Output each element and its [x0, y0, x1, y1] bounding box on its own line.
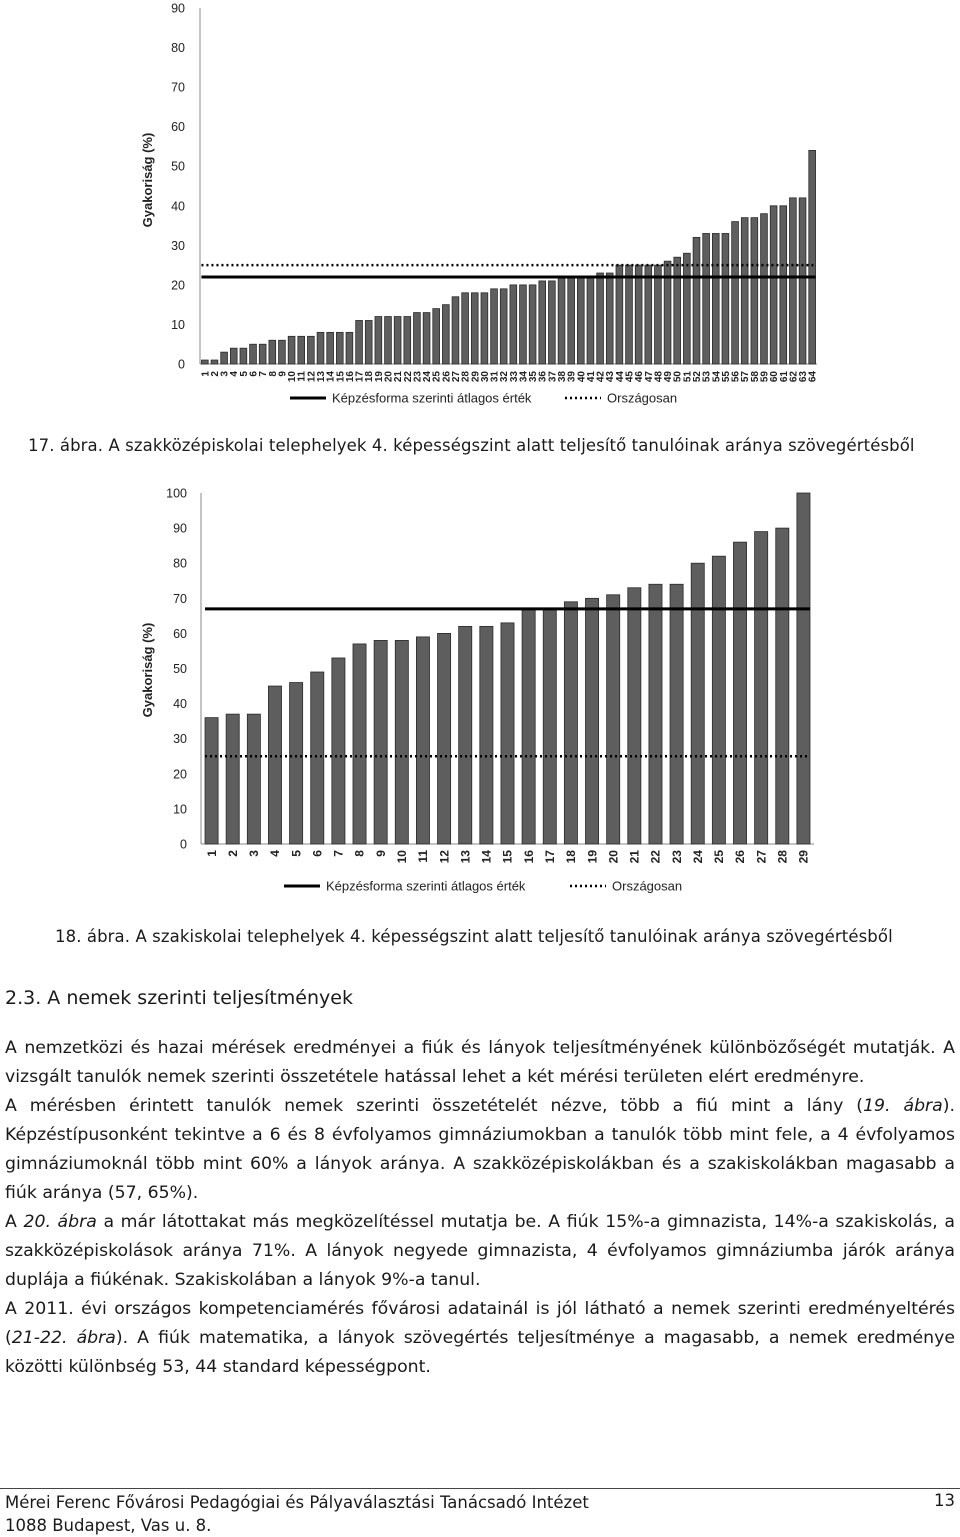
y-tick-label: 0 — [180, 837, 187, 852]
x-tick-label: 42 — [595, 371, 607, 383]
bar — [683, 253, 690, 364]
x-tick-label: 23 — [669, 850, 684, 864]
x-tick-label: 11 — [416, 850, 431, 863]
bar — [268, 686, 281, 844]
x-tick-label: 13 — [316, 371, 328, 383]
x-tick-label: 35 — [528, 371, 540, 383]
x-tick-label: 51 — [682, 371, 694, 383]
x-tick-label: 1 — [200, 371, 212, 377]
x-tick-label: 26 — [733, 850, 748, 864]
y-axis-label: Gyakoriság (%) — [140, 132, 155, 228]
bar — [404, 317, 411, 364]
x-tick-label: 55 — [720, 371, 732, 383]
bar — [564, 602, 577, 844]
x-tick-label: 39 — [566, 371, 578, 383]
bar — [356, 320, 363, 364]
bar — [649, 584, 662, 844]
chart-17 — [0, 0, 960, 420]
x-tick-label: 6 — [248, 371, 260, 377]
body-text — [5, 1034, 955, 1382]
bar — [394, 317, 401, 364]
figure-reference: 20. ábra — [23, 1212, 97, 1232]
x-tick-label: 10 — [395, 850, 410, 864]
x-tick-label: 17 — [354, 371, 366, 383]
bar — [741, 218, 748, 364]
bar — [269, 340, 276, 364]
x-tick-label: 24 — [422, 371, 434, 383]
x-tick-label: 7 — [331, 850, 346, 857]
bar — [240, 348, 247, 364]
bar — [755, 532, 768, 844]
bar — [327, 332, 334, 364]
bar — [520, 285, 527, 364]
figure-reference: 19. ábra — [863, 1096, 943, 1116]
paragraph-text: A — [5, 1212, 24, 1232]
y-tick-label: 90 — [171, 1, 185, 16]
x-tick-label: 38 — [557, 371, 569, 383]
bar — [626, 265, 633, 364]
bar — [201, 360, 208, 364]
x-tick-label: 36 — [537, 371, 549, 383]
bar — [317, 332, 324, 364]
x-tick-label: 54 — [711, 371, 723, 383]
x-tick-label: 52 — [691, 371, 703, 383]
x-tick-label: 47 — [643, 371, 655, 383]
bar — [628, 588, 641, 844]
x-tick-label: 28 — [775, 850, 790, 864]
bar — [500, 289, 507, 364]
x-tick-label: 58 — [749, 371, 761, 383]
paragraph — [5, 1092, 955, 1208]
x-tick-label: 34 — [518, 371, 530, 383]
bar — [549, 281, 556, 364]
bar — [438, 633, 451, 844]
x-tick-label: 57 — [740, 371, 752, 383]
paragraph-text: ). A fiúk matematika, a lányok szövegértés teljesítménye a magasabb, a nemek eredménye közötti különbség 53, 44 standard képességpont. — [5, 1328, 955, 1377]
bar — [733, 542, 746, 844]
page-number: 13 — [934, 1491, 955, 1510]
x-tick-label: 33 — [508, 371, 520, 383]
y-tick-label: 0 — [178, 357, 185, 372]
x-tick-label: 50 — [672, 371, 684, 383]
x-tick-label: 19 — [585, 850, 600, 864]
y-tick-label: 10 — [173, 802, 187, 817]
y-tick-label: 60 — [173, 626, 187, 641]
x-tick-label: 29 — [470, 371, 482, 383]
x-tick-label: 4 — [268, 850, 283, 857]
bar — [346, 332, 353, 364]
bar — [491, 289, 498, 364]
y-tick-label: 30 — [171, 238, 185, 253]
bar — [529, 285, 536, 364]
y-tick-label: 20 — [173, 767, 187, 782]
y-axis-label: Gyakoriság (%) — [140, 622, 155, 718]
bar — [799, 198, 806, 364]
bar — [433, 309, 440, 364]
x-tick-label: 2 — [225, 850, 240, 857]
bar — [416, 637, 429, 844]
x-tick-label: 26 — [441, 371, 453, 383]
y-tick-label: 40 — [173, 697, 187, 712]
bar — [645, 265, 652, 364]
x-tick-label: 63 — [798, 371, 810, 383]
x-tick-label: 46 — [634, 371, 646, 383]
bar — [221, 352, 228, 364]
bar — [655, 265, 662, 364]
x-tick-label: 59 — [759, 371, 771, 383]
y-tick-label: 50 — [173, 662, 187, 676]
x-tick-label: 21 — [393, 371, 405, 383]
paragraph-text: A mérésben érintett tanulók nemek szerinti összetételét nézve, több a fiú mint a lány ( — [5, 1096, 864, 1116]
x-tick-label: 49 — [663, 371, 675, 383]
bar — [568, 277, 575, 364]
x-tick-label: 13 — [458, 850, 473, 864]
x-tick-label: 62 — [788, 371, 800, 383]
bar — [480, 626, 493, 844]
x-tick-label: 61 — [778, 371, 790, 383]
x-tick-label: 8 — [267, 371, 279, 377]
x-tick-label: 14 — [325, 371, 337, 383]
y-tick-label: 50 — [171, 159, 185, 174]
legend-label-average: Képzésforma szerinti átlagos érték — [326, 878, 526, 894]
bar — [395, 640, 408, 844]
y-tick-label: 60 — [171, 120, 185, 135]
x-tick-label: 56 — [730, 371, 742, 383]
x-tick-label: 16 — [344, 371, 356, 383]
bar — [693, 237, 700, 364]
bar — [691, 563, 704, 844]
x-tick-label: 2 — [209, 371, 221, 377]
bar — [712, 556, 725, 844]
x-tick-label: 19 — [373, 371, 385, 383]
bar — [577, 277, 584, 364]
x-tick-label: 5 — [238, 371, 250, 377]
x-tick-label: 17 — [542, 850, 557, 864]
x-tick-label: 64 — [807, 371, 819, 383]
x-tick-label: 16 — [521, 850, 536, 864]
bar — [452, 297, 459, 364]
x-tick-label: 10 — [287, 371, 299, 383]
bar — [539, 281, 546, 364]
bar — [670, 584, 683, 844]
footer-divider — [0, 1488, 960, 1489]
x-tick-label: 29 — [796, 850, 811, 864]
bar — [751, 218, 758, 364]
y-tick-label: 30 — [173, 732, 187, 747]
x-tick-label: 9 — [277, 371, 289, 377]
bar — [462, 293, 469, 364]
x-tick-label: 32 — [499, 371, 511, 383]
x-tick-label: 20 — [606, 850, 621, 864]
bar — [543, 609, 556, 844]
x-tick-label: 1 — [204, 850, 219, 857]
bar — [336, 332, 343, 364]
x-tick-label: 3 — [247, 850, 262, 857]
paragraph-text: ). Képzéstípusonként tekintve a 6 és 8 évfolyamos gimnáziumokban a tanulók több mint fele, a 4 évfolyamos gimnáziumoknál több mint 60% a lányok aránya. A szakközépiskolákban és a szakiskolákban magasabb a fiúk aránya (57, 65%). — [5, 1096, 955, 1203]
bar — [790, 198, 797, 364]
x-tick-label: 18 — [564, 850, 579, 864]
bar — [776, 528, 789, 844]
x-tick-label: 28 — [460, 371, 472, 383]
y-tick-label: 80 — [171, 41, 185, 56]
bar — [780, 206, 787, 364]
footer-address: 1088 Budapest, Vas u. 8. — [5, 1516, 212, 1535]
bar — [732, 222, 739, 364]
bar — [365, 320, 372, 364]
figure-reference: 21-22. ábra — [11, 1328, 116, 1348]
bar — [459, 626, 472, 844]
bar — [226, 714, 239, 844]
x-tick-label: 14 — [479, 850, 494, 864]
bar — [797, 493, 810, 844]
bar — [471, 293, 478, 364]
y-tick-label: 70 — [173, 591, 187, 606]
bar — [481, 293, 488, 364]
x-tick-label: 21 — [627, 850, 642, 864]
bar — [761, 214, 768, 364]
section-title: 2.3. A nemek szerinti teljesítmények — [5, 987, 353, 1009]
bar — [597, 273, 604, 364]
footer-institution: Mérei Ferenc Fővárosi Pedagógiai és Pályaválasztási Tanácsadó Intézet — [5, 1493, 589, 1512]
footer — [5, 1491, 589, 1537]
x-tick-label: 7 — [258, 371, 270, 377]
x-tick-label: 4 — [229, 371, 241, 377]
x-tick-label: 22 — [648, 850, 663, 864]
x-tick-label: 45 — [624, 371, 636, 383]
paragraph — [5, 1295, 955, 1382]
bar — [809, 150, 816, 364]
bar — [288, 336, 295, 364]
bar — [311, 672, 324, 844]
bar — [230, 348, 237, 364]
chart-18 — [0, 478, 960, 898]
x-tick-label: 9 — [373, 850, 388, 857]
bar — [211, 360, 218, 364]
x-tick-label: 25 — [431, 371, 443, 383]
bar — [259, 344, 266, 364]
paragraph-text: a már látottakat más megközelítéssel mutatja be. A fiúk 15%-a gimnazista, 14%-a szakiskolás, a szakközépiskolások aránya 71%. A lányok negyede gimnazista, 4 évfolyamos gimnáziumba járók aránya duplája a fiúkénak. Szakiskolában a lányok 9%-a tanul. — [5, 1212, 955, 1290]
legend-label-national: Országosan — [607, 390, 678, 406]
bar — [375, 317, 382, 364]
bar — [606, 273, 613, 364]
x-tick-label: 11 — [296, 371, 308, 382]
x-tick-label: 40 — [576, 371, 588, 383]
x-tick-label: 6 — [310, 850, 325, 857]
bar — [205, 718, 218, 844]
paragraph — [5, 1034, 955, 1092]
x-tick-label: 24 — [690, 850, 705, 864]
x-tick-label: 31 — [489, 371, 501, 383]
x-tick-label: 27 — [450, 371, 462, 383]
y-tick-label: 70 — [171, 80, 185, 95]
x-tick-label: 53 — [701, 371, 713, 383]
bar — [635, 265, 642, 364]
x-tick-label: 18 — [364, 371, 376, 383]
x-tick-label: 5 — [289, 850, 304, 857]
y-tick-label: 10 — [171, 317, 185, 332]
x-tick-label: 8 — [352, 850, 367, 857]
x-tick-label: 60 — [769, 371, 781, 383]
x-tick-label: 15 — [335, 371, 347, 383]
bar — [616, 265, 623, 364]
bar — [423, 313, 430, 364]
x-tick-label: 41 — [585, 371, 597, 383]
x-tick-label: 25 — [712, 850, 727, 864]
bar — [332, 658, 345, 844]
bar — [703, 233, 710, 364]
x-tick-label: 12 — [437, 850, 452, 864]
bar — [674, 257, 681, 364]
figure-18-caption: 18. ábra. A szakiskolai telephelyek 4. képességszint alatt teljesítő tanulóinak aránya szövegértésből — [55, 927, 893, 946]
x-tick-label: 43 — [605, 371, 617, 383]
y-tick-label: 40 — [171, 199, 185, 214]
bar — [722, 233, 729, 364]
bar — [510, 285, 517, 364]
x-tick-label: 37 — [547, 371, 559, 383]
bar — [385, 317, 392, 364]
bar — [501, 623, 514, 844]
paragraph-text: A 2011. évi országos kompetenciamérés fővárosi adatainál is jól látható a nemek szerinti eredményeltérés ( — [5, 1299, 955, 1348]
x-tick-label: 12 — [306, 371, 318, 383]
bar — [770, 206, 777, 364]
y-tick-label: 20 — [171, 278, 185, 293]
y-tick-label: 90 — [173, 521, 187, 536]
x-tick-label: 44 — [614, 371, 626, 383]
x-tick-label: 30 — [479, 371, 491, 383]
bar — [279, 340, 286, 364]
bar — [442, 305, 449, 364]
bar — [522, 609, 535, 844]
paragraph — [5, 1208, 955, 1295]
bar — [712, 233, 719, 364]
figure-17-caption: 17. ábra. A szakközépiskolai telephelyek 4. képességszint alatt teljesítő tanulóinak aránya szövegértésből — [28, 436, 915, 455]
bar — [290, 683, 303, 844]
y-tick-label: 100 — [166, 486, 187, 501]
x-tick-label: 27 — [754, 850, 769, 864]
bar — [247, 714, 260, 844]
bar — [353, 644, 366, 844]
bar — [374, 640, 387, 844]
bar — [414, 313, 421, 364]
x-tick-label: 48 — [653, 371, 665, 383]
legend-label-national: Országosan — [612, 878, 683, 894]
bar — [298, 336, 305, 364]
bar — [250, 344, 257, 364]
x-tick-label: 20 — [383, 371, 395, 383]
x-tick-label: 23 — [412, 371, 424, 383]
bar — [307, 336, 314, 364]
bar — [558, 277, 565, 364]
x-tick-label: 3 — [219, 371, 231, 377]
x-tick-label: 15 — [500, 850, 515, 864]
bar — [607, 595, 620, 844]
legend-label-average: Képzésforma szerinti átlagos érték — [332, 390, 532, 406]
y-tick-label: 80 — [173, 556, 187, 571]
bar — [585, 598, 598, 844]
x-tick-label: 22 — [402, 371, 414, 383]
bar — [587, 277, 594, 364]
paragraph-text: A nemzetközi és hazai mérések eredményei a fiúk és lányok teljesítményének különbözőségét mutatják. A vizsgált tanulók nemek szerinti összetétele hatással lehet a két mérési területen elért eredményre. — [5, 1038, 955, 1087]
